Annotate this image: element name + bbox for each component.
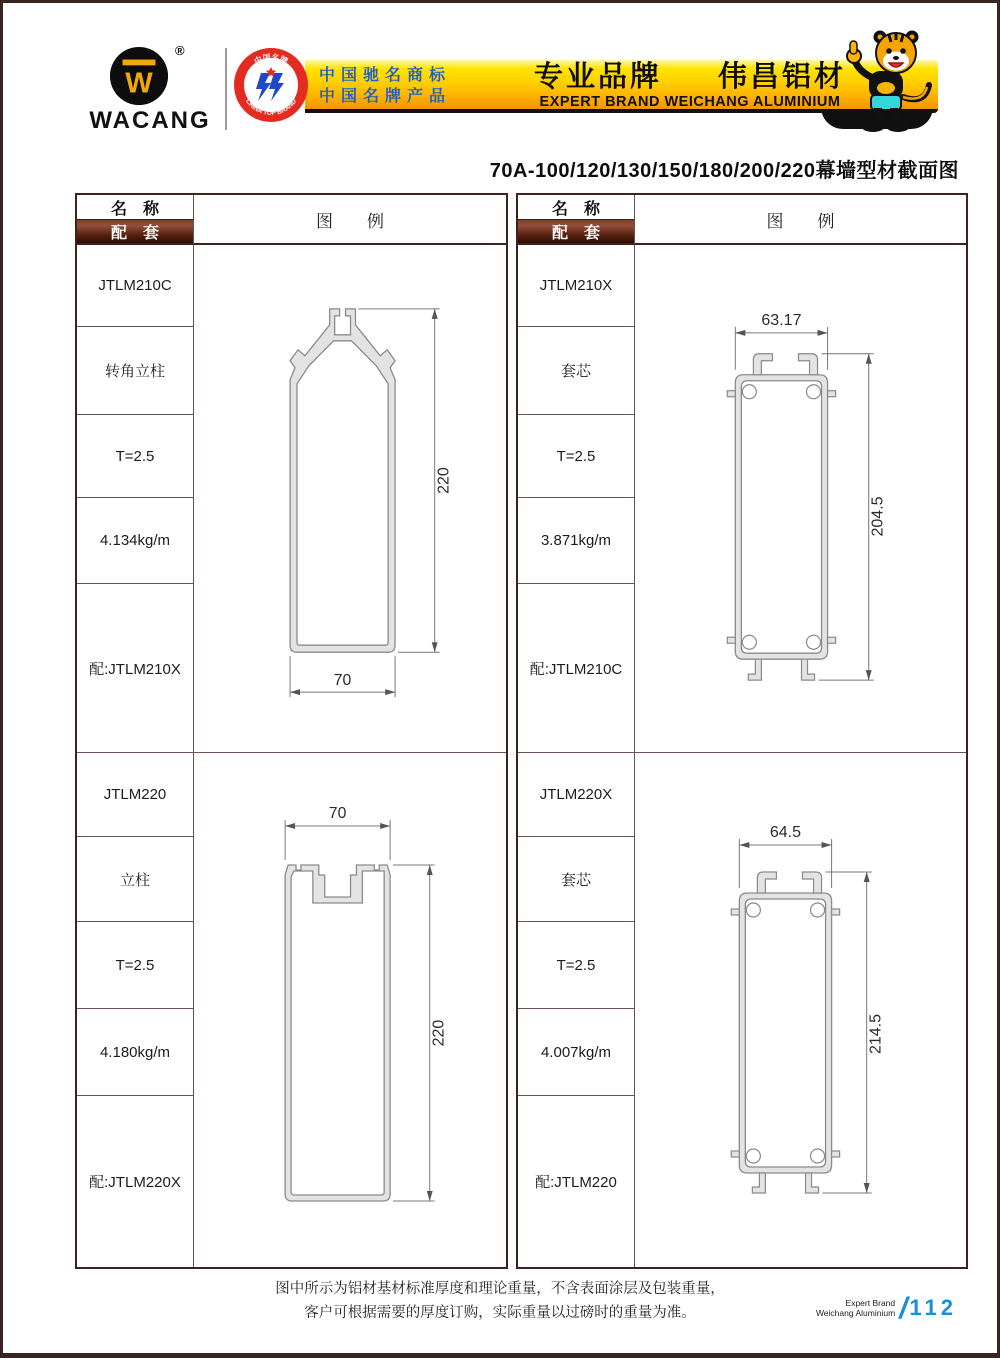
cell-mate: 配:JTLM210X — [77, 584, 194, 753]
dim-width-label: 64.5 — [769, 823, 802, 841]
page-footer-brand-line1: Expert Brand — [845, 1298, 896, 1308]
footer-note-line2: 客户可根据需要的厚度订购，实际重量以过磅时的重量为准。 — [304, 1305, 696, 1321]
column-header-name: 名 称 — [77, 195, 194, 220]
header-divider — [225, 48, 227, 130]
badge-bottom-text: CHINA TOP BRAND — [243, 97, 299, 118]
dim-width-label: 70 — [333, 672, 352, 690]
column-header-legend: 图 例 — [194, 195, 506, 245]
cell-type: 立柱 — [77, 837, 194, 922]
column-header-name: 名 称 — [518, 195, 635, 220]
cell-weight: 4.007kg/m — [518, 1009, 635, 1096]
cell-code: JTLM210C — [77, 245, 194, 327]
slogan-chinese — [510, 61, 870, 93]
wacang-logo-icon — [108, 45, 170, 107]
drawing-cell-jtlm210x — [635, 245, 966, 753]
profile-table-right — [516, 193, 968, 1269]
cell-thickness: T=2.5 — [518, 922, 635, 1009]
page-number-slash: / — [899, 1292, 908, 1325]
registered-mark: ® — [175, 43, 185, 58]
page-number: 112 — [909, 1295, 957, 1320]
slogan-part2: 伟昌铝材 — [718, 61, 847, 93]
svg-text:W: W — [125, 67, 153, 100]
tiger-mascot-icon — [841, 25, 941, 137]
claim-product: 中国名牌产品 — [319, 88, 452, 105]
china-top-brand-badge-icon — [231, 43, 311, 127]
cell-code: JTLM210X — [518, 245, 635, 327]
dim-height-label: 214.5 — [866, 1013, 885, 1055]
dim-width-label: 70 — [328, 804, 347, 823]
page-number-block — [815, 1292, 957, 1325]
claim-trademark: 中国驰名商标 — [319, 67, 452, 84]
drawing-cell-jtlm220 — [194, 753, 506, 1267]
slogan-part1: 专业品牌 — [533, 61, 662, 93]
cell-code: JTLM220 — [77, 753, 194, 837]
cell-code: JTLM220X — [518, 753, 635, 837]
profile-drawing-jtlm210x — [635, 245, 966, 752]
column-header-legend: 图 例 — [635, 195, 966, 245]
profile-drawing-jtlm220x — [635, 753, 966, 1267]
dim-height-label: 220 — [430, 1019, 448, 1047]
cell-type: 转角立柱 — [77, 327, 194, 415]
dim-height-label: 204.5 — [869, 496, 887, 537]
page-title: 70A-100/120/130/150/180/200/220幕墙型材截面图 — [489, 160, 959, 182]
drawing-cell-jtlm210c — [194, 245, 506, 753]
page-footer-brand — [816, 1298, 895, 1322]
slogan-english: EXPERT BRAND WEICHANG ALUMINIUM — [539, 94, 841, 110]
drawing-cell-jtlm220x — [635, 753, 966, 1267]
page-footer-brand-line2: Weichang Aluminium — [815, 1308, 896, 1318]
cell-type: 套芯 — [518, 327, 635, 415]
column-header-mate: 配 套 — [77, 220, 194, 245]
cell-thickness: T=2.5 — [77, 922, 194, 1009]
cell-weight: 4.180kg/m — [77, 1009, 194, 1096]
cell-type: 套芯 — [518, 837, 635, 922]
dim-height-label: 220 — [435, 467, 453, 494]
profile-drawing-jtlm210c — [194, 245, 506, 752]
cell-mate: 配:JTLM220X — [77, 1096, 194, 1267]
cell-mate: 配:JTLM210C — [518, 584, 635, 753]
profile-table-left — [75, 193, 508, 1269]
cell-weight: 3.871kg/m — [518, 498, 635, 584]
dim-width-label: 63.17 — [761, 311, 802, 329]
cell-mate: 配:JTLM220 — [518, 1096, 635, 1267]
brand-slogan — [510, 61, 870, 111]
profile-drawing-jtlm220 — [194, 753, 506, 1267]
badge-top-text: 中国名牌 — [252, 52, 290, 67]
cell-thickness: T=2.5 — [77, 415, 194, 498]
cell-weight: 4.134kg/m — [77, 498, 194, 584]
cell-thickness: T=2.5 — [518, 415, 635, 498]
brand-claims — [319, 65, 514, 107]
column-header-mate: 配 套 — [518, 220, 635, 245]
wacang-logo — [75, 43, 225, 135]
wacang-logo-text: WACANG — [89, 107, 211, 134]
footer-note-line1: 图中所示为铝材基材标准厚度和理论重量，不含表面涂层及包装重量， — [275, 1281, 725, 1297]
